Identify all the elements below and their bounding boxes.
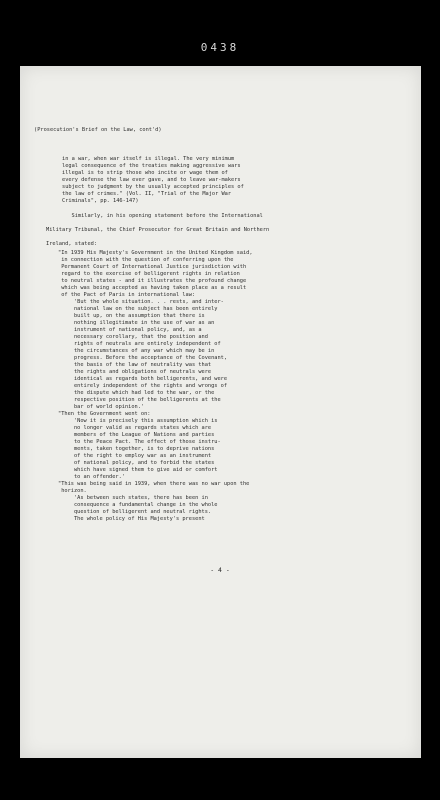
text-line: to neutral states - and it illustrates the profound change	[58, 278, 247, 284]
text-line: Permanent Court of International Justice jurisdiction with	[58, 264, 247, 270]
text-line: members of the League of Nations and parties	[58, 432, 215, 438]
text-line: Military Tribunal, the Chief Prosecutor for Great Britain and Northern	[46, 227, 270, 233]
text-line: every defense the law ever gave, and to leave war-makers	[62, 177, 241, 183]
text-line: 'Now it is precisely this assumption which is	[58, 418, 218, 424]
text-line: to an offender.'	[58, 474, 125, 480]
text-line: which was being accepted as having taken place as a result	[58, 285, 247, 291]
text-line: in a war, when war itself is illegal. The very minimum	[62, 156, 235, 162]
text-line: the dispute which had led to the war, or the	[58, 390, 215, 396]
text-line: rights of neutrals are entirely independent of	[58, 341, 221, 347]
text-line: the circumstances of any war which may be in	[58, 348, 215, 354]
text-line: Criminals", pp. 146-147)	[62, 198, 139, 204]
text-line: illegal is to strip those who incite or wage them of	[62, 170, 228, 176]
text-line: 'As between such states, there has been in	[58, 495, 208, 501]
document-header: (Prosecution's Brief on the Law, cont'd)	[34, 127, 162, 133]
text-line: entirely independent of the rights and wrongs of	[58, 383, 228, 389]
text-line: regard to the exercise of belligerent rights in relation	[58, 271, 240, 277]
text-line: question of belligerent and neutral rights.	[58, 509, 212, 515]
text-line: which have signed them to give aid or comfort	[58, 467, 218, 473]
text-line: necessary corollary, that the position and	[58, 334, 208, 340]
text-line: progress. Before the acceptance of the Covenant,	[58, 355, 228, 361]
text-line: consequence a fundamental change in the whole	[58, 502, 218, 508]
text-line: identical as regards both belligerents, and were	[58, 376, 228, 382]
text-line: the basis of the law of neutrality was that	[58, 362, 212, 368]
text-line: subject to judgment by the usually accepted principles of	[62, 184, 244, 190]
text-line: of the right to employ war as an instrument	[58, 453, 212, 459]
text-line: "In 1939 His Majesty's Government in the United Kingdom said,	[58, 250, 253, 256]
text-line: national law on the subject has been entirely	[58, 306, 218, 312]
text-line: ments, taken together, is to deprive nations	[58, 446, 215, 452]
text-line: 'But the whole situation. . . rests, and inter-	[58, 299, 224, 305]
text-line: horizon.	[58, 488, 87, 494]
text-line: The whole policy of His Majesty's present	[58, 516, 205, 522]
text-line: the law of crimes." (Vol. II, "Trial of the Major War	[62, 191, 232, 197]
text-line: no longer valid as regards states which are	[58, 425, 212, 431]
text-line: of the Pact of Paris in international law:	[58, 292, 196, 298]
text-line: legal consequence of the treaties making aggressive wars	[62, 163, 241, 169]
text-line: Ireland, stated:	[46, 241, 98, 247]
text-line: "Then the Government went on:	[58, 411, 151, 417]
text-line: to the Peace Pact. The effect of those instru-	[58, 439, 221, 445]
text-line: in connection with the question of conferring upon the	[58, 257, 234, 263]
text-line: bar of world opinion.'	[58, 404, 145, 410]
text-line: respective position of the belligerents at the	[58, 397, 221, 403]
text-line: nothing illegitimate in the use of war as an	[58, 320, 215, 326]
text-line: of national policy, and to forbid the states	[58, 460, 215, 466]
text-line: built up, on the assumption that there is	[58, 313, 205, 319]
paragraph-british-quote	[58, 250, 253, 523]
document-number: 0438	[200, 41, 240, 54]
text-line: instrument of national policy, and, as a	[58, 327, 202, 333]
text-line: the rights and obligations of neutrals were	[58, 369, 212, 375]
paragraph-similarly	[46, 213, 269, 248]
paragraph-quote-continuation	[62, 156, 244, 205]
text-line: Similarly, in his opening statement before the International	[46, 213, 263, 219]
page-footer-number: - 4 -	[210, 566, 230, 574]
text-line: "This was being said in 1939, when there was no war upon the	[58, 481, 250, 487]
